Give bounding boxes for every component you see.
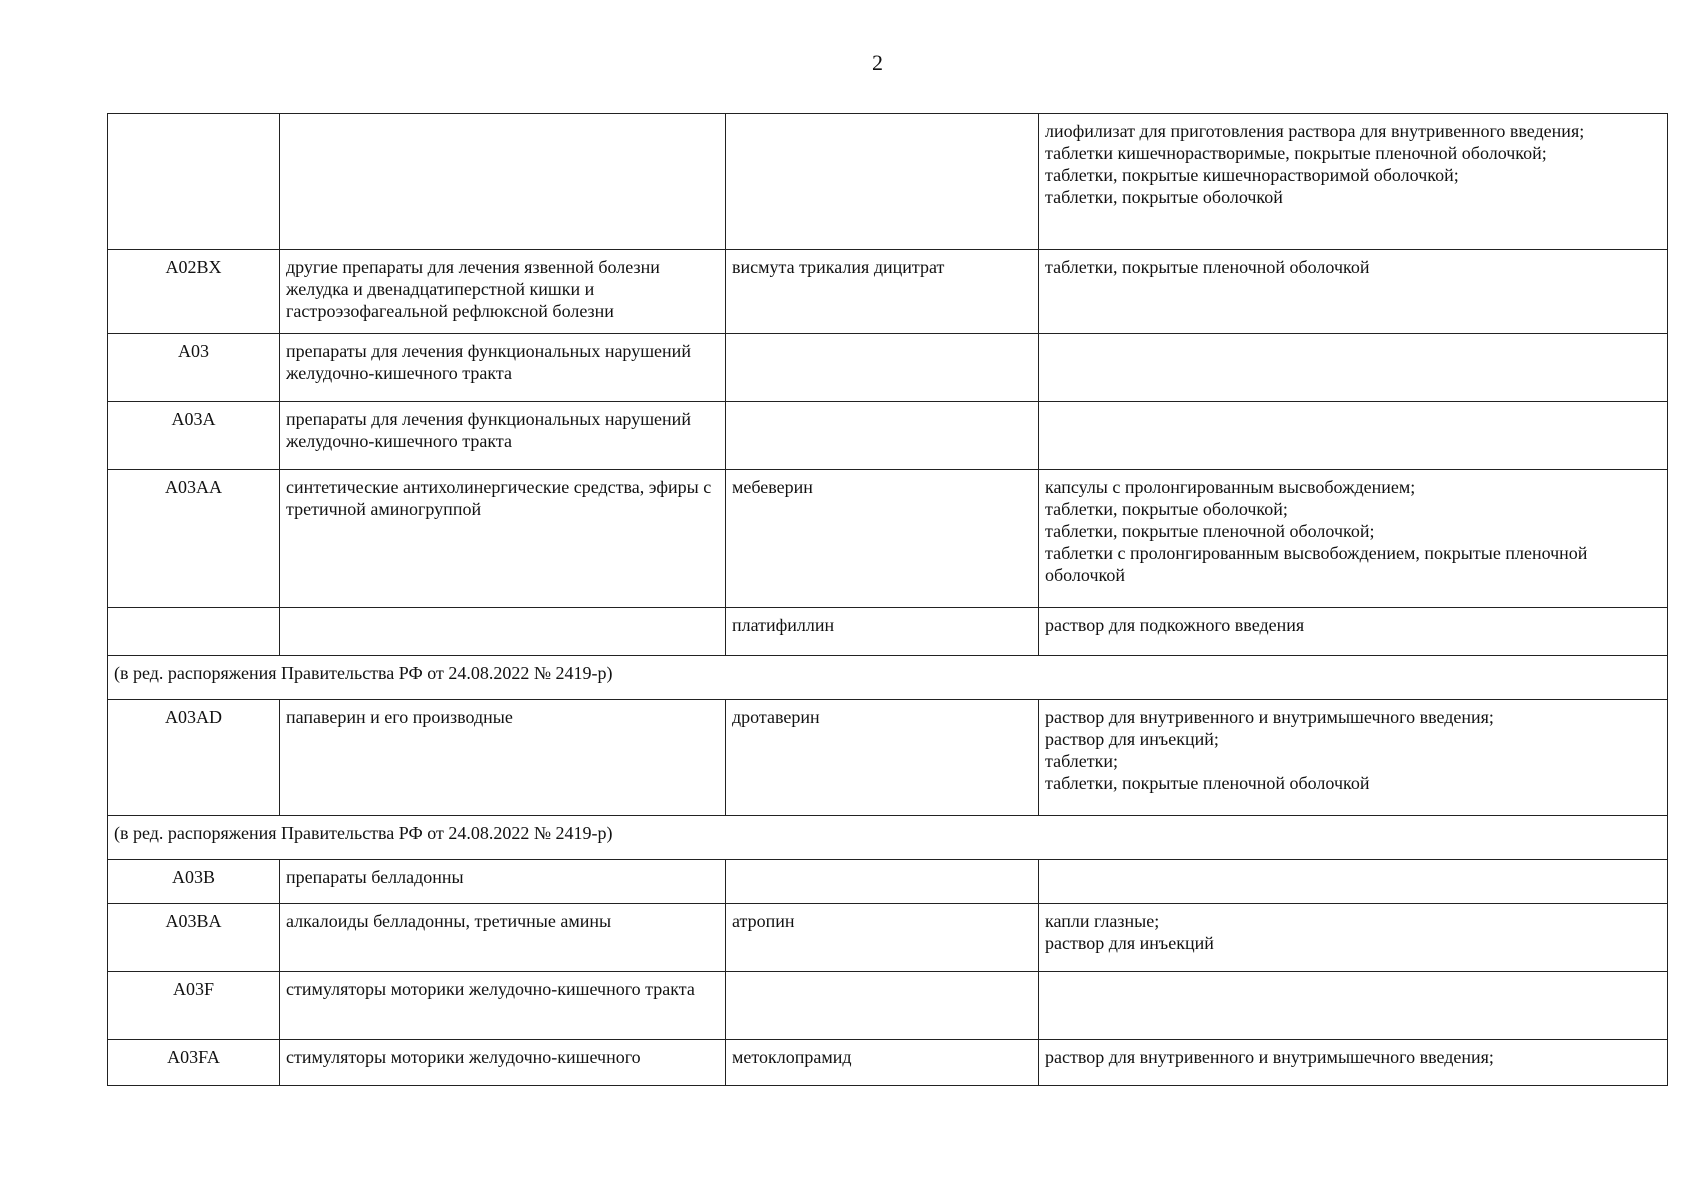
drug-name-cell: [726, 334, 1039, 402]
dosage-form: лиофилизат для приготовления раствора для внутривенного введения;: [1045, 121, 1585, 141]
group-name-cell: [280, 608, 726, 656]
dosage-form: таблетки кишечнорастворимые, покрытые пленочной оболочкой;: [1045, 143, 1547, 163]
drug-name-cell: [726, 860, 1039, 904]
drug-name-cell: атропин: [726, 904, 1039, 972]
dosage-forms-cell: [1039, 402, 1668, 470]
drug-name-cell: метоклопрамид: [726, 1040, 1039, 1086]
group-name-cell: папаверин и его производные: [280, 700, 726, 816]
group-name-cell: препараты для лечения функциональных нарушений желудочно-кишечного тракта: [280, 402, 726, 470]
drug-name-cell: [726, 114, 1039, 250]
dosage-forms-cell: [1039, 608, 1668, 656]
group-name-cell: алкалоиды белладонны, третичные амины: [280, 904, 726, 972]
dosage-form: раствор для инъекций: [1045, 933, 1214, 953]
table-row: [108, 114, 1668, 250]
atc-code-cell: A03FA: [108, 1040, 280, 1086]
table-row: [108, 700, 1668, 816]
atc-code-cell: A03A: [108, 402, 280, 470]
dosage-forms-cell: [1039, 700, 1668, 816]
group-name-cell: стимуляторы моторики желудочно-кишечного: [280, 1040, 726, 1086]
drug-name-cell: дротаверин: [726, 700, 1039, 816]
dosage-forms-cell: [1039, 860, 1668, 904]
dosage-form: раствор для инъекций;: [1045, 729, 1219, 749]
atc-code-cell: A03AD: [108, 700, 280, 816]
dosage-form: таблетки, покрытые пленочной оболочкой: [1045, 773, 1370, 793]
table-body: [108, 114, 1668, 1086]
atc-code-cell: A02BX: [108, 250, 280, 334]
drug-name-cell: платифиллин: [726, 608, 1039, 656]
dosage-form: таблетки, покрытые кишечнорастворимой оболочкой;: [1045, 165, 1459, 185]
amendment-note: (в ред. распоряжения Правительства РФ от 24.08.2022 № 2419-р): [108, 816, 1668, 860]
dosage-form: таблетки;: [1045, 751, 1119, 771]
dosage-form: раствор для внутривенного и внутримышечного введения;: [1045, 1047, 1494, 1067]
table-row: [108, 1040, 1668, 1086]
group-name-cell: стимуляторы моторики желудочно-кишечного тракта: [280, 972, 726, 1040]
dosage-form: капли глазные;: [1045, 911, 1160, 931]
table-row: [108, 608, 1668, 656]
dosage-form: таблетки, покрытые оболочкой: [1045, 187, 1283, 207]
drug-name-cell: [726, 972, 1039, 1040]
amendment-note-row: [108, 656, 1668, 700]
table-row: [108, 860, 1668, 904]
page-number: 2: [872, 50, 883, 75]
table-row: [108, 402, 1668, 470]
dosage-form: таблетки, покрытые пленочной оболочкой: [1045, 257, 1370, 277]
atc-code-cell: [108, 608, 280, 656]
drug-name-cell: мебеверин: [726, 470, 1039, 608]
atc-code-cell: A03BA: [108, 904, 280, 972]
atc-code-cell: A03: [108, 334, 280, 402]
dosage-form: капсулы с пролонгированным высвобождением;: [1045, 477, 1416, 497]
dosage-form: раствор для внутривенного и внутримышечного введения;: [1045, 707, 1494, 727]
table-row: [108, 250, 1668, 334]
dosage-forms-cell: [1039, 904, 1668, 972]
dosage-form: таблетки, покрытые пленочной оболочкой;: [1045, 521, 1375, 541]
amendment-note-row: [108, 816, 1668, 860]
drug-name-cell: [726, 402, 1039, 470]
dosage-form: раствор для подкожного введения: [1045, 615, 1305, 635]
amendment-note: (в ред. распоряжения Правительства РФ от 24.08.2022 № 2419-р): [108, 656, 1668, 700]
atc-code-cell: A03B: [108, 860, 280, 904]
atc-code-cell: [108, 114, 280, 250]
dosage-forms-cell: [1039, 972, 1668, 1040]
table-row: [108, 470, 1668, 608]
atc-code-cell: A03AA: [108, 470, 280, 608]
atc-code-cell: A03F: [108, 972, 280, 1040]
table-row: [108, 904, 1668, 972]
dosage-forms-cell: [1039, 250, 1668, 334]
dosage-forms-cell: [1039, 334, 1668, 402]
group-name-cell: другие препараты для лечения язвенной болезни желудка и двенадцатиперстной кишки и гастроэзофагеальной рефлюксной болезни: [280, 250, 726, 334]
table-row: [108, 972, 1668, 1040]
group-name-cell: препараты белладонны: [280, 860, 726, 904]
table-row: [108, 334, 1668, 402]
dosage-form: таблетки, покрытые оболочкой;: [1045, 499, 1288, 519]
group-name-cell: [280, 114, 726, 250]
dosage-form: таблетки с пролонгированным высвобождением, покрытые пленочной оболочкой: [1045, 543, 1588, 585]
dosage-forms-cell: [1039, 1040, 1668, 1086]
drug-table: [107, 113, 1668, 1086]
drug-name-cell: висмута трикалия дицитрат: [726, 250, 1039, 334]
dosage-forms-cell: [1039, 114, 1668, 250]
dosage-forms-cell: [1039, 470, 1668, 608]
group-name-cell: препараты для лечения функциональных нарушений желудочно-кишечного тракта: [280, 334, 726, 402]
group-name-cell: синтетические антихолинергические средства, эфиры с третичной аминогруппой: [280, 470, 726, 608]
